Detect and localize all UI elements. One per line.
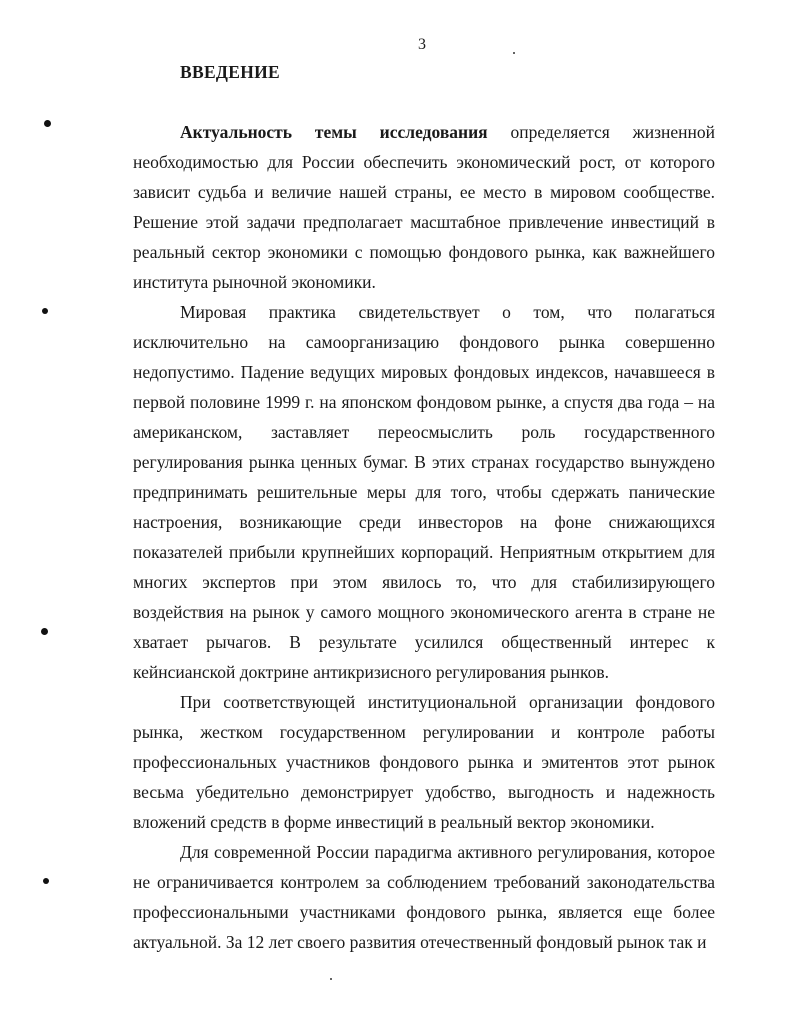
binder-hole-mark	[43, 878, 49, 884]
binder-hole-mark	[44, 120, 51, 127]
paragraph-1-text: определяется жизненной необходимостью для России обеспечить экономический рост, от которого зависит судьба и величие нашей страны, ее место в мировом сообществе. Решение этой задачи предполагает масштабное привлечение инвестиций в реальный сектор экономики с помощью фондового рынка, как важнейшего института рыночной экономики.	[133, 122, 715, 292]
paragraph-4: Для современной России парадигма активного регулирования, которое не ограничивается контролем за соблюдением требований законодательства профессиональными участниками фондового рынка, является еще более актуальной. За 12 лет своего развития отечественный фондовый рынок так и	[133, 842, 715, 952]
paragraph-2: Мировая практика свидетельствует о том, что полагаться исключительно на самоорганизацию фондового рынка совершенно недопустимо. Падение ведущих мировых фондовых индексов, начавшееся в первой половине 1999 г. на японском фондовом рынке, а спустя два года – на американском, заставляет переосмыслить роль государственного регулирования рынка ценных бумаг. В этих странах государство вынуждено предпринимать решительные меры для того, чтобы сдержать панические настроения, возникающие среди инвесторов на фоне снижающихся показателей прибыли крупнейших корпораций. Неприятным открытием для многих экспертов при этом явилось то, что для стабилизирующего воздействия на рынок у самого мощного экономического агента в стране не хватает рычагов. В результате усилился общественный интерес к кейнсианской доктрине антикризисного регулирования рынков.	[133, 302, 715, 682]
body-text	[133, 117, 715, 957]
paragraph-3: При соответствующей институциональной организации фондового рынка, жестком государственном регулировании и контроле работы профессиональных участников фондового рынка и эмитентов этот рынок весьма убедительно демонстрирует удобство, выгодность и надежность вложений средств в форме инвестиций в реальный вектор экономики.	[133, 692, 715, 832]
binder-hole-mark	[42, 308, 48, 314]
section-heading: ВВЕДЕНИЕ	[180, 62, 281, 82]
paragraph-1	[133, 117, 715, 297]
scan-speck	[330, 978, 332, 980]
paragraph-1-lead: Актуальность темы исследования	[180, 122, 488, 142]
page-number: 3	[418, 36, 426, 53]
binder-hole-mark	[41, 628, 48, 635]
scan-speck	[513, 52, 515, 54]
